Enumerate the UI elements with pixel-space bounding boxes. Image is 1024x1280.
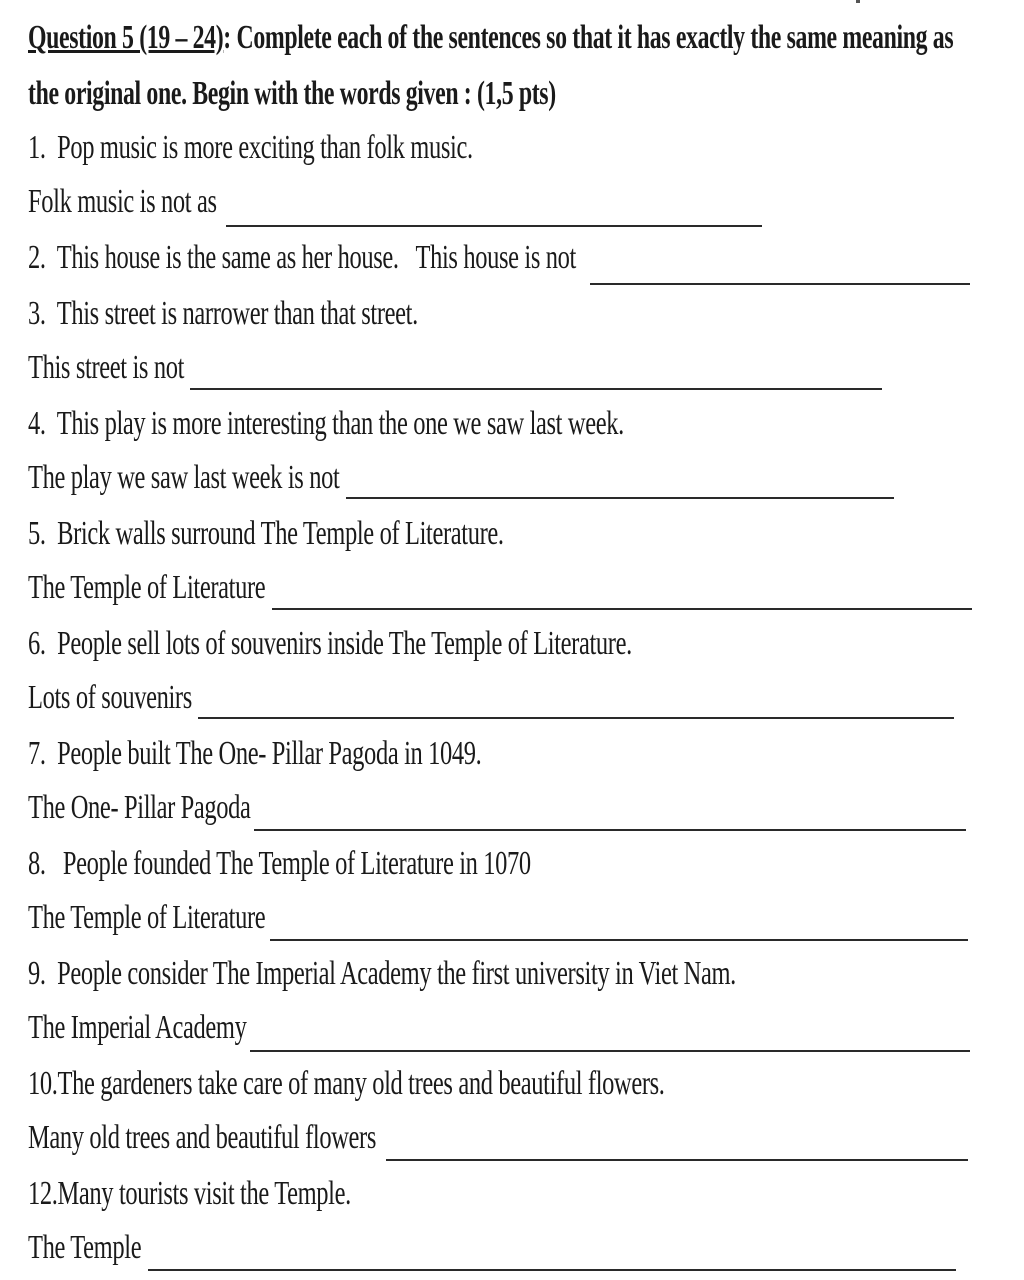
item-sentence: Brick walls surround The Temple of Literature. bbox=[57, 515, 504, 552]
item-sentence: Pop music is more exciting than folk music. bbox=[57, 129, 473, 166]
item-number: 4. bbox=[28, 405, 46, 442]
item-number: 8. bbox=[28, 845, 46, 882]
item-5-prompt: The Temple of Literature bbox=[28, 569, 266, 606]
item-9-prompt: The Imperial Academy bbox=[28, 1009, 247, 1046]
item-number: 5. bbox=[28, 515, 46, 552]
item-6-answer-blank[interactable] bbox=[198, 717, 954, 719]
item-sentence: Many tourists visit the Temple. bbox=[57, 1175, 351, 1212]
item-8-answer-blank[interactable] bbox=[270, 939, 968, 941]
scan-mark bbox=[856, 0, 860, 3]
item-sentence: People sell lots of souvenirs inside The Temple of Literature. bbox=[57, 625, 632, 662]
item-number: 12. bbox=[28, 1175, 58, 1212]
item-number: 9. bbox=[28, 955, 46, 992]
item-6-original bbox=[28, 622, 632, 666]
item-6-prompt: Lots of souvenirs bbox=[28, 679, 192, 716]
item-2-prompt: This house is not bbox=[415, 239, 576, 276]
item-number: 2. bbox=[28, 239, 46, 276]
item-4-prompt: The play we saw last week is not bbox=[28, 459, 340, 496]
item-3-original bbox=[28, 292, 418, 336]
item-sentence: The gardeners take care of many old trees and beautiful flowers. bbox=[57, 1065, 665, 1102]
item-7-original bbox=[28, 732, 481, 776]
item-3-prompt: This street is not bbox=[28, 349, 185, 386]
question-heading-line-1 bbox=[28, 16, 953, 60]
item-4-original bbox=[28, 402, 624, 446]
question-heading-line-2: the original one. Begin with the words given : (1,5 pts) bbox=[28, 75, 556, 112]
item-5-original bbox=[28, 512, 504, 556]
item-number: 1. bbox=[28, 129, 46, 166]
item-7-prompt: The One- Pillar Pagoda bbox=[28, 789, 251, 826]
item-1-prompt: Folk music is not as bbox=[28, 183, 217, 220]
item-number: 10. bbox=[28, 1065, 58, 1102]
item-number: 3. bbox=[28, 295, 46, 332]
item-7-answer-blank[interactable] bbox=[254, 829, 966, 831]
item-sentence: People built The One- Pillar Pagoda in 1049. bbox=[57, 735, 482, 772]
item-number: 7. bbox=[28, 735, 46, 772]
question-instruction: : Complete each of the sentences so that it has exactly the same meaning as bbox=[223, 19, 954, 56]
item-number: 6. bbox=[28, 625, 46, 662]
item-sentence: This street is narrower than that street. bbox=[56, 295, 418, 332]
item-sentence: This play is more interesting than the one we saw last week. bbox=[56, 405, 624, 442]
item-5-answer-blank[interactable] bbox=[272, 608, 972, 610]
item-10-prompt: Many old trees and beautiful flowers bbox=[28, 1119, 377, 1156]
item-12-answer-blank[interactable] bbox=[148, 1269, 956, 1271]
item-3-answer-blank[interactable] bbox=[190, 388, 882, 390]
item-8-prompt: The Temple of Literature bbox=[28, 899, 266, 936]
item-9-original bbox=[28, 952, 736, 996]
question-label: Question 5 (19 – 24) bbox=[28, 19, 224, 56]
item-sentence: People consider The Imperial Academy the first university in Viet Nam. bbox=[57, 955, 736, 992]
item-sentence: This house is the same as her house. bbox=[56, 239, 399, 276]
item-2-answer-blank[interactable] bbox=[590, 283, 970, 285]
item-10-answer-blank[interactable] bbox=[386, 1159, 968, 1161]
item-12-prompt: The Temple bbox=[28, 1229, 142, 1266]
item-1-original bbox=[28, 126, 473, 170]
item-sentence: People founded The Temple of Literature in 1070 bbox=[62, 845, 531, 882]
item-12-original bbox=[28, 1172, 351, 1216]
item-10-original bbox=[28, 1062, 665, 1106]
item-4-answer-blank[interactable] bbox=[346, 497, 894, 499]
item-2-original bbox=[28, 236, 576, 280]
item-9-answer-blank[interactable] bbox=[250, 1050, 970, 1052]
item-8-original bbox=[28, 842, 531, 886]
item-1-answer-blank[interactable] bbox=[226, 225, 762, 227]
